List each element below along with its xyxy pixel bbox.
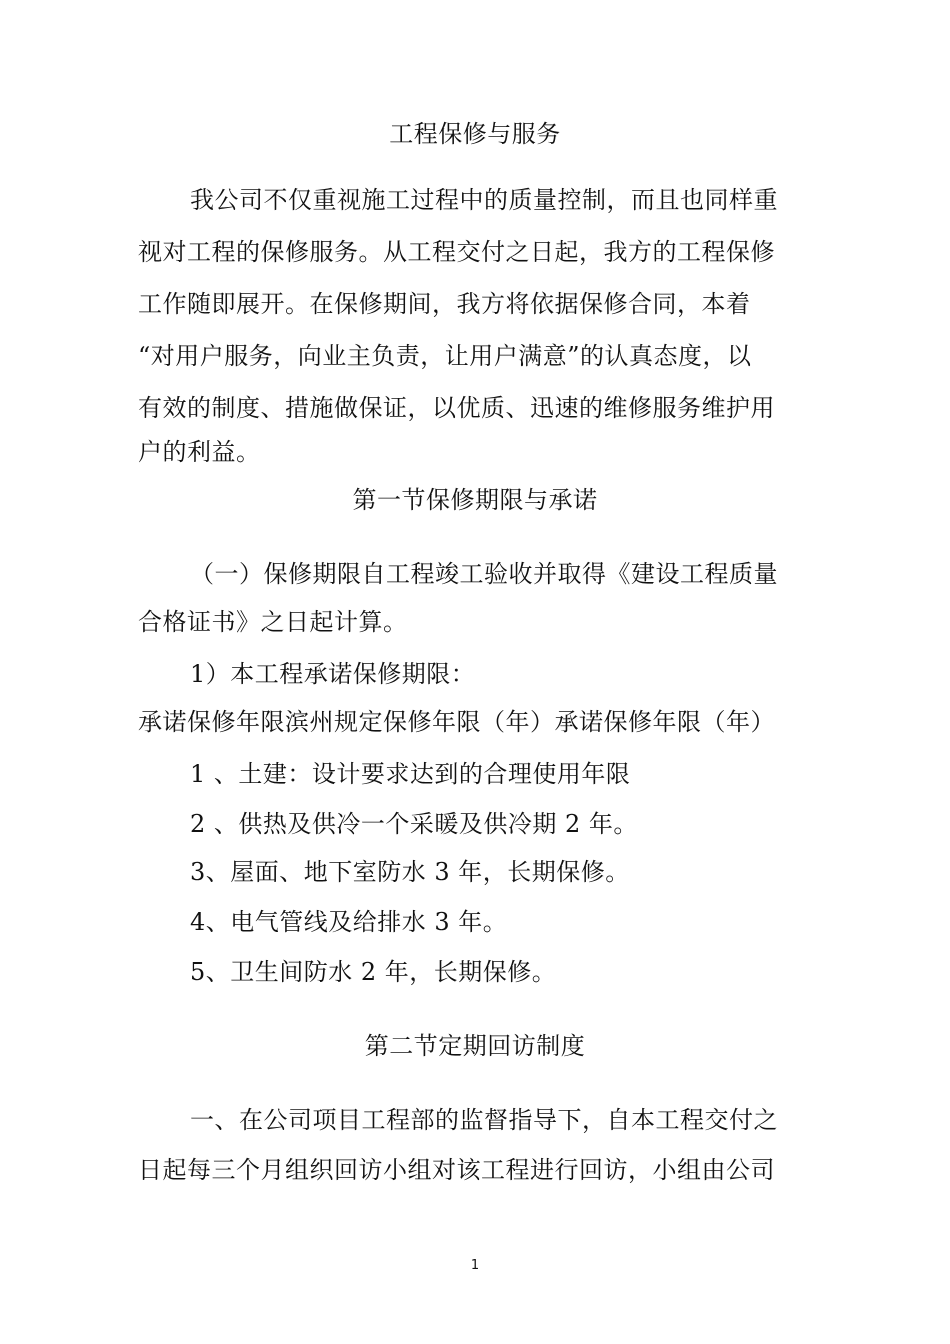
document-title: 工程保修与服务 (389, 120, 561, 148)
intro-line-4: “对用户服务，向业主负责，让用户满意”的认真态度，以 (138, 342, 752, 370)
warranty-item-3: 3、屋面、地下室防水 3 年，长期保修。 (190, 858, 630, 886)
section1-para-line-1: （一）保修期限自工程竣工验收并取得《建设工程质量 (190, 560, 778, 588)
warranty-item-4: 4、电气管线及给排水 3 年。 (190, 908, 508, 936)
warranty-item-1: 1 、土建：设计要求达到的合理使用年限 (190, 760, 631, 788)
page-number: 1 (470, 1258, 480, 1273)
section1-heading: 第一节保修期限与承诺 (352, 486, 598, 514)
intro-line-2: 视对工程的保修服务。从工程交付之日起，我方的工程保修 (138, 238, 775, 266)
intro-line-5: 有效的制度、措施做保证，以优质、迅速的维修服务维护用 (138, 394, 775, 422)
intro-line-1: 我公司不仅重视施工过程中的质量控制，而且也同样重 (190, 186, 778, 214)
section2-heading: 第二节定期回访制度 (364, 1032, 586, 1060)
section1-para-line-2: 合格证书》之日起计算。 (138, 608, 408, 636)
intro-line-6: 户的利益。 (138, 438, 261, 466)
warranty-item-2: 2 、供热及供冷一个采暖及供冷期 2 年。 (190, 810, 638, 838)
warranty-item-5: 5、卫生间防水 2 年，长期保修。 (190, 958, 557, 986)
intro-line-3: 工作随即展开。在保修期间，我方将依据保修合同，本着 (138, 290, 751, 318)
section1-table-header: 承诺保修年限滨州规定保修年限（年）承诺保修年限（年） (138, 708, 775, 736)
section2-para-line-2: 日起每三个月组织回访小组对该工程进行回访，小组由公司 (138, 1156, 775, 1184)
section1-subheading: 1）本工程承诺保修期限： (190, 660, 476, 688)
section2-para-line-1: 一、在公司项目工程部的监督指导下，自本工程交付之 (190, 1106, 778, 1134)
